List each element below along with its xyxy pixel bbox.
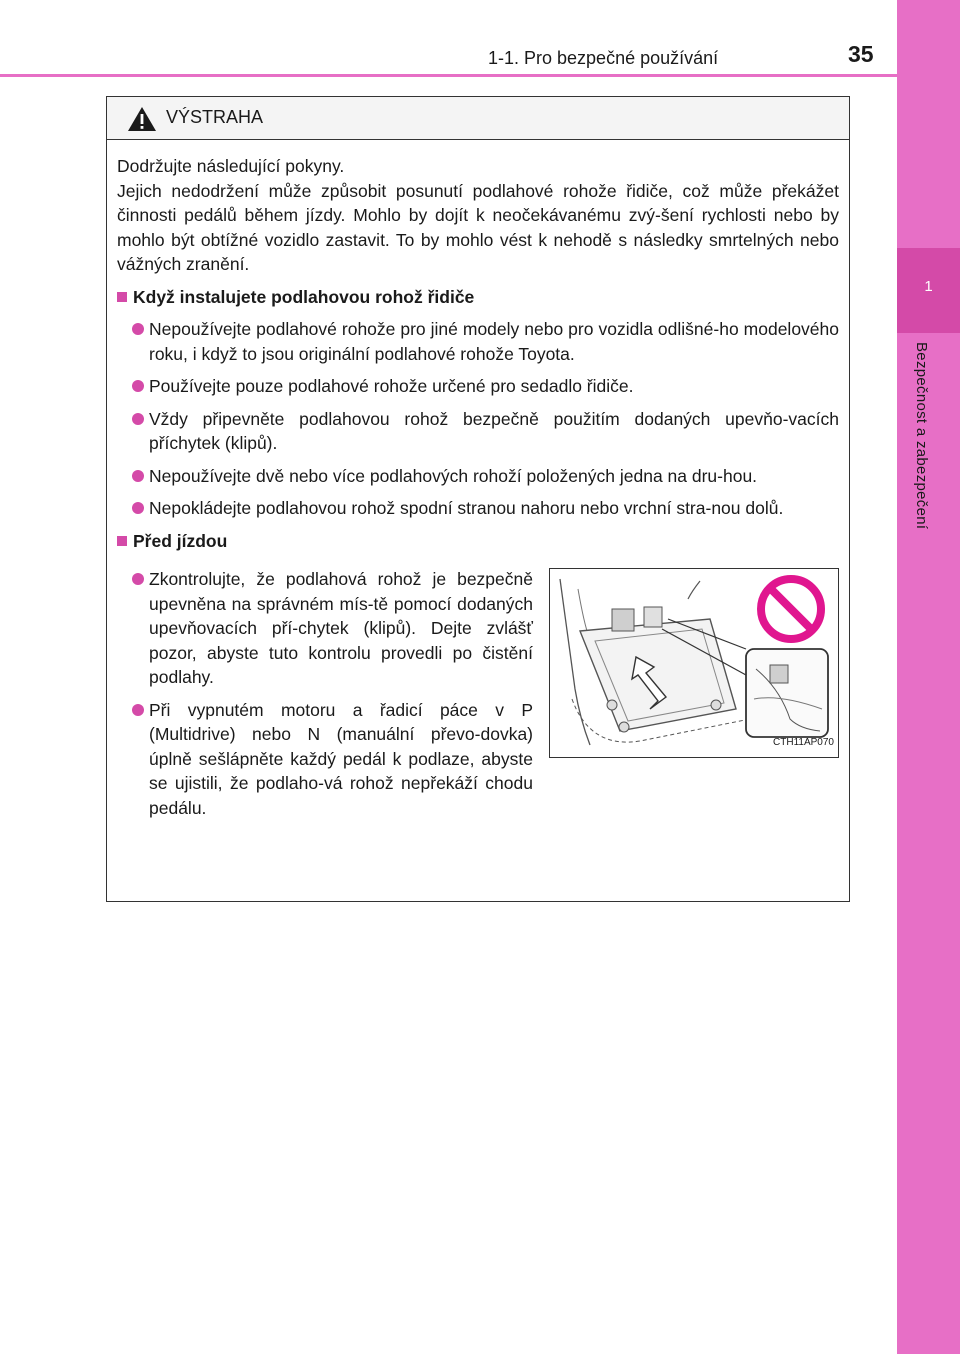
- list-item: [117, 567, 533, 690]
- list-item: [117, 464, 839, 489]
- round-bullet-icon: [132, 470, 144, 482]
- intro-line: Dodržujte následující pokyny.: [117, 156, 345, 176]
- warning-intro: [117, 154, 839, 277]
- list-item-text: Nepoužívejte podlahové rohože pro jiné modely nebo pro vozidla odlišné-ho modelového roku, i když to jsou originální podlahové rohože Toyota.: [149, 319, 839, 364]
- header-rule: [0, 74, 897, 77]
- before-driving-block: [117, 559, 839, 820]
- list-item-text: Používejte pouze podlahové rohože určené pro sedadlo řidiče.: [149, 376, 634, 396]
- chapter-title-text: Bezpečnost a zabezpečení: [913, 342, 930, 530]
- chapter-title: [913, 342, 943, 622]
- round-bullet-icon: [132, 323, 144, 335]
- warning-title: VÝSTRAHA: [166, 107, 264, 127]
- square-bullet-icon: [117, 292, 127, 302]
- round-bullet-icon: [132, 502, 144, 514]
- list-item-text: Při vypnutém motoru a řadicí páce v P (Multidrive) nebo N (manuální převo-dovka) úplně sešlápněte každý pedál k podlaze, abyste se ujistili, že podlaho-vá rohož nepřekáží chodu pedálu.: [149, 699, 533, 818]
- floor-mat-drawing: [550, 569, 838, 757]
- round-bullet-icon: [132, 380, 144, 392]
- warning-triangle-icon: [127, 106, 157, 132]
- list-item: [117, 317, 839, 366]
- round-bullet-icon: [132, 413, 144, 425]
- before-driving-text: [117, 559, 533, 820]
- section-title: Před jízdou: [133, 530, 228, 551]
- warning-box: [106, 96, 850, 902]
- section-heading: [117, 285, 839, 310]
- list-item-text: Vždy připevněte podlahovou rohož bezpečně použitím dodaných upevňo-vacích příchytek (klipů).: [149, 408, 839, 453]
- round-bullet-icon: [132, 704, 144, 716]
- list-item-text: Nepoužívejte dvě nebo více podlahových rohoží položených jedna na dru-hou.: [149, 465, 758, 486]
- list-item-text: Nepokládejte podlahovou rohož spodní stranou nahoru nebo vrchní stra-nou dolů.: [149, 498, 784, 518]
- list-item: [117, 407, 839, 456]
- intro-paragraph: Jejich nedodržení může způsobit posunutí podlahové rohože řidiče, což může překážet činnosti pedálů během jízdy. Mohlo by dojít k neočekávanému zvý-šení rychlosti nebo by mohlo být obtížné vozidlo zastavit. To by mohlo vést k nehodě s následky smrtelných nebo vážných zranění.: [117, 180, 839, 274]
- header-section-title: 1-1. Pro bezpečné používání: [488, 48, 719, 68]
- list-item: [117, 496, 839, 521]
- list-item-text: Zkontrolujte, že podlahová rohož je bezpečně upevněna na správném mís-tě pomocí dodaných upevňovacích pří-chytek (klipů). Dejte zvlášť pozor, abyste tuto kontrolu provedli po čistění podlahy.: [149, 569, 533, 687]
- square-bullet-icon: [117, 536, 127, 546]
- list-item: [117, 374, 839, 399]
- chapter-side-strip: [897, 0, 960, 1354]
- figure-caption: CTH11AP070: [773, 736, 834, 748]
- chapter-number: 1: [924, 278, 933, 295]
- warning-content: [107, 140, 849, 820]
- section-title: Když instalujete podlahovou rohož řidiče: [133, 286, 475, 307]
- section-heading: [117, 529, 839, 554]
- floor-mat-illustration: [549, 568, 839, 758]
- page-number: 35: [848, 41, 874, 67]
- list-item: [117, 698, 533, 821]
- chapter-tab: [897, 248, 960, 333]
- round-bullet-icon: [132, 573, 144, 585]
- warning-header: [107, 97, 849, 140]
